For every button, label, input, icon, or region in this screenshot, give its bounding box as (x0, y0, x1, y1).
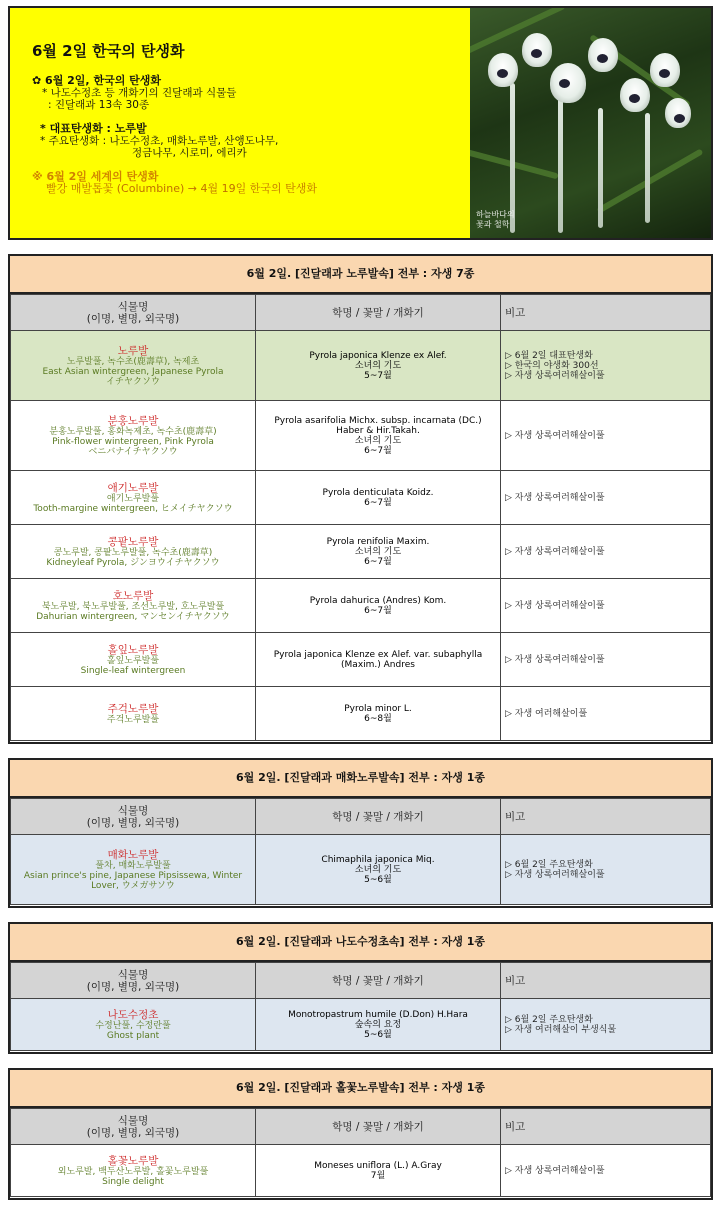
plant-table (10, 798, 711, 905)
table-row: 홀잎노루발 홀잎노루발풀 Single-leaf wintergreen Pyrola japonica Klenze ex Alef. var. subaphylla (Maxim.) Andres ▷ 자생 상록여러해살이풀 (11, 633, 711, 687)
section-title: 6월 2일. [진달래과 매화노루발속] 전부 : 자생 1종 (10, 760, 711, 798)
header-line: : 진달래과 13속 30종 (48, 99, 150, 111)
col-header-name: 식물명 (이명, 별명, 외국명) (11, 295, 256, 331)
header-main: * 주요탄생화 : 나도수정초, 매화노루발, 산앵도나무, (40, 135, 279, 147)
section-title: 6월 2일. [진달래과 홀꽃노루발속] 전부 : 자생 1종 (10, 1070, 711, 1108)
header-world-title: ※ 6월 2일 세계의 탄생화 (32, 170, 159, 183)
table-row: 주걱노루발 주걱노루발풀 Pyrola minor L. 6~8월 ▷ 자생 여러해살이풀 (11, 687, 711, 741)
flower-photo (470, 8, 711, 238)
section-chimaphila (8, 758, 713, 908)
header-main: 정금나무, 시로미, 에리카 (132, 147, 247, 159)
section-title: 6월 2일. [진달래과 노루발속] 전부 : 자생 7종 (10, 256, 711, 294)
table-row: 분홍노루발 분홍노루발풀, 홍화녹제초, 녹수초(鹿壽草) Pink-flower wintergreen, Pink Pyrola ベニバナイチヤクソウ Pyrola asarifolia Michx. subsp. incarnata (DC.) Haber & Hir.Takah. 소녀의 기도 6~7월 ▷ 자생 상록여러해살이풀 (11, 401, 711, 471)
col-header-sci: 학명 / 꽃말 / 개화기 (256, 295, 501, 331)
plant-name: 호노루발 (112, 589, 154, 602)
plant-name: 콩팥노루발 (107, 535, 159, 548)
header-representative: * 대표탄생화 : 노루발 (40, 122, 147, 135)
table-header-row: 식물명 (이명, 별명, 외국명) 학명 / 꽃말 / 개화기 비고 (11, 799, 711, 835)
plant-name: 홀꽃노루발 (107, 1154, 159, 1167)
section-title: 6월 2일. [진달래과 나도수정초속] 전부 : 자생 1종 (10, 924, 711, 962)
section-monotropastrum (8, 922, 713, 1054)
plant-table (10, 962, 711, 1051)
plant-name: 분홍노루발 (107, 414, 159, 427)
section-moneses (8, 1068, 713, 1200)
section-pyrola (8, 254, 713, 744)
table-header-row: 식물명 (이명, 별명, 외국명) 학명 / 꽃말 / 개화기 비고 (11, 963, 711, 999)
table-header-row (11, 295, 711, 331)
plant-table (10, 1108, 711, 1197)
plant-name: 홀잎노루발 (107, 643, 159, 656)
header-text (10, 8, 470, 238)
page-title: 6월 2일 한국의 탄생화 (32, 42, 185, 60)
plant-table (10, 294, 711, 741)
table-row: 애기노루발 애기노루발풀 Tooth-margine wintergreen, ヒメイチヤクソウ Pyrola denticulata Koidz. 6~7월 ▷ 자생 상록여러해살이풀 (11, 471, 711, 525)
photo-caption: 하늘바다의 꽃과 철학 (476, 210, 515, 229)
plant-name: 나도수정초 (107, 1008, 159, 1021)
table-row: 호노루발 북노루발, 북노루발풀, 조선노루발, 호노루발풀 Dahurian wintergreen, マンセンイチヤクソウ Pyrola dahurica (Andres) Kom. 6~7월 ▷ 자생 상록여러해살이풀 (11, 579, 711, 633)
table-row: 나도수정초 수정난풀, 수정란풀 Ghost plant Monotropastrum humile (D.Don) H.Hara 숲속의 요정 5~6월 ▷ 6월 2일 주요탄생화 ▷ 자생 여러해살이 부생식물 (11, 999, 711, 1051)
plant-name: 주걱노루발 (107, 702, 159, 715)
plant-name: 애기노루발 (107, 481, 159, 494)
plant-name: 노루발 (117, 344, 149, 357)
table-header-row: 식물명 (이명, 별명, 외국명) 학명 / 꽃말 / 개화기 비고 (11, 1109, 711, 1145)
header-banner (8, 6, 713, 240)
table-row: 콩팥노루발 콩노루발, 콩팥노루발풀, 녹수초(鹿壽草) Kidneyleaf Pyrola, ジンヨウイチヤクソウ Pyrola renifolia Maxim. 소녀의 기도 6~7월 ▷ 자생 상록여러해살이풀 (11, 525, 711, 579)
table-row: 매화노루발 풀차, 매화노루발풀 Asian prince's pine, Japanese Pipsissewa, Winter Lover, ウメガサソウ Chimaphila japonica Miq. 소녀의 기도 5~6월 ▷ 6월 2일 주요탄생화 ▷ 자생 상록여러해살이풀 (11, 835, 711, 905)
plant-name: 매화노루발 (107, 848, 159, 861)
header-subtitle: ✿ 6월 2일, 한국의 탄생화 (32, 74, 162, 87)
table-row: 홀꽃노루발 외노루발, 백두산노루발, 홀꽃노루발풀 Single delight Moneses uniflora (L.) A.Gray 7월 ▷ 자생 상록여러해살이풀 (11, 1145, 711, 1197)
header-world-line: 빨강 매발톱꽃 (Columbine) → 4월 19일 한국의 탄생화 (46, 182, 317, 195)
header-line: * 나도수정초 등 개화기의 진달래과 식물들 (42, 87, 237, 99)
table-row: 노루발 노루발풀, 녹수초(鹿壽草), 녹제초 East Asian wintergreen, Japanese Pyrola イチヤクソウ Pyrola japonica Klenze ex Alef. 소녀의 기도 5~7월 ▷ 6월 2일 대표탄생화 ▷ 한국의 야생화 300선 ▷ 자생 상록여러해살이풀 (11, 331, 711, 401)
col-header-note: 비고 (501, 295, 711, 331)
